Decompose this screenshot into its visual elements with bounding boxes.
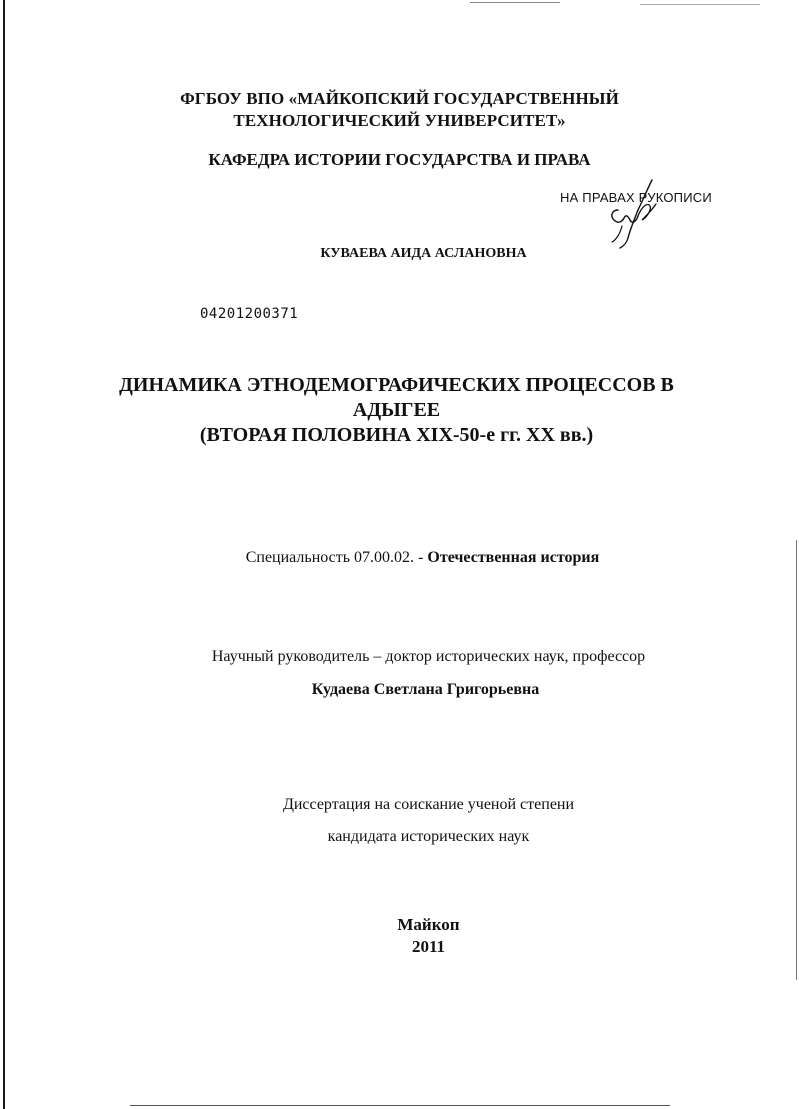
specialty-label: Специальность 07.00.02. - bbox=[245, 549, 424, 566]
specialty-name: Отечественная история bbox=[427, 549, 600, 566]
supervisor-label: Научный руководитель – доктор исторических наук, профессор bbox=[211, 648, 646, 665]
specialty-block bbox=[23, 549, 799, 567]
degree-block-2 bbox=[29, 828, 799, 846]
supervisor-block bbox=[29, 648, 799, 666]
title-line-1: ДИНАМИКА ЭТНОДЕМОГРАФИЧЕСКИХ ПРОЦЕССОВ В bbox=[119, 374, 674, 396]
supervisor-name-block bbox=[26, 681, 799, 699]
registration-code: 04201200371 bbox=[200, 306, 299, 322]
scan-artifact-top-2 bbox=[640, 4, 760, 5]
degree-line-1: Диссертация на соискание ученой степени bbox=[282, 796, 575, 813]
title-line-2: АДЫГЕЕ bbox=[352, 399, 441, 421]
department-name: КАФЕДРА ИСТОРИИ ГОСУДАРСТВА И ПРАВА bbox=[208, 150, 591, 169]
degree-block bbox=[29, 796, 799, 814]
supervisor-name: Кудаева Светлана Григорьевна bbox=[311, 681, 540, 698]
institution-line-2: ТЕХНОЛОГИЧЕСКИЙ УНИВЕРСИТЕТ» bbox=[233, 111, 566, 130]
author-name: КУВАЕВА АИДА АСЛАНОВНА bbox=[320, 246, 527, 261]
degree-line-2: кандидата исторических наук bbox=[327, 828, 530, 845]
handwritten-signature bbox=[600, 176, 680, 256]
scan-artifact-bottom bbox=[130, 1105, 670, 1106]
author-block bbox=[24, 246, 799, 262]
scan-artifact-top bbox=[470, 2, 560, 3]
manuscript-note: НА ПРАВАХ РУКОПИСИ bbox=[560, 190, 712, 205]
footer-block bbox=[29, 914, 799, 958]
year: 2011 bbox=[411, 937, 446, 956]
city: Майкоп bbox=[397, 915, 460, 934]
institution-name bbox=[0, 88, 799, 132]
department-block bbox=[0, 150, 799, 170]
dissertation-title bbox=[0, 373, 796, 448]
title-line-3: (ВТОРАЯ ПОЛОВИНА XIX-50-е гг. XX вв.) bbox=[199, 424, 594, 446]
institution-line-1: ФГБОУ ВПО «МАЙКОПСКИЙ ГОСУДАРСТВЕННЫЙ bbox=[180, 89, 619, 108]
